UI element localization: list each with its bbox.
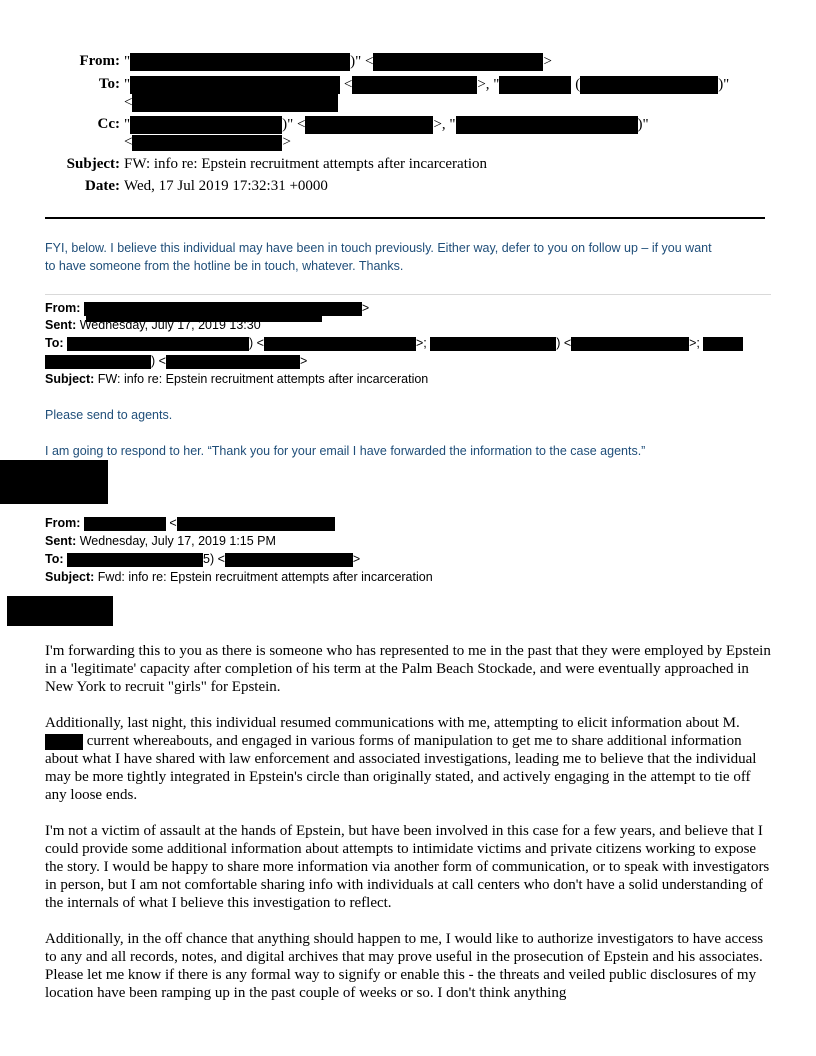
redaction <box>373 53 543 71</box>
fwd1-subject <box>45 372 428 386</box>
redaction <box>703 337 743 351</box>
fwd1-from: From: > <box>45 301 370 315</box>
redaction <box>7 596 113 626</box>
header-subject-label: Subject: <box>66 156 120 172</box>
header-to-label: To: <box>98 76 120 92</box>
redaction <box>130 53 350 71</box>
body-paragraph-4: Additionally, in the off chance that anything should happen to me, I would like to authorize investigators to have access to any and all records, notes, and digital archives that may prove useful in the prosecution of Epstein and his associates. Please let me know if there is any formal way to signify or enable this - the threats and veiled public disclosures of my location have been ramping up in the past couple of weeks or so. I don't think anything <box>45 931 764 1001</box>
fwd2-sent <box>45 534 276 548</box>
fwd2-subject-label: Subject: <box>45 570 95 584</box>
fwd2-to: To: 5) < > <box>45 552 361 566</box>
redaction <box>456 116 638 134</box>
redaction <box>225 553 353 567</box>
body-paragraph-3: I'm not a victim of assault at the hands of Epstein, but have been involved in this case for a few years, and believe that I could provide some additional information about attempts to intimidate victims and private citizens working to expose the story. I would be happy to share more information via another form of communication, or to speak with investigators in person, but I am not comfortable sharing info with individuals at call centers who don't have a solid understanding of the internals of what I believe this investigation to reflect. <box>45 823 770 911</box>
redaction <box>580 76 718 94</box>
redaction <box>130 76 340 94</box>
fwd1-sent-value: Wednesday, July 17, 2019 13:30 <box>79 318 261 332</box>
header-cc-value-2: < > <box>124 134 291 150</box>
redaction <box>45 355 151 369</box>
redaction <box>67 337 249 351</box>
section-divider <box>45 294 771 295</box>
header-subject: FW: info re: Epstein recruitment attempts after incarceration <box>124 156 488 172</box>
redaction <box>305 116 433 134</box>
fwd1-to-label: To: <box>45 336 64 350</box>
redaction <box>84 517 166 531</box>
redaction <box>352 76 477 94</box>
fwd1-subject-value: FW: info re: Epstein recruitment attempts after incarceration <box>97 372 429 386</box>
redaction <box>430 337 556 351</box>
note-line: I am going to respond to her. “Thank you for your email I have forwarded the information to the case agents.” <box>45 444 646 458</box>
body-paragraph-1: I'm forwarding this to you as there is someone who has represented to me in the past that they were employed by Epstein in a 'legitimate' capacity after completion of his term at the Palm Beach Stockade, and were eventually approached in New York to recruit "girls" for Epstein. <box>45 643 771 695</box>
header-to-value: " < >, " ( )" <box>124 76 730 93</box>
fwd1-sent <box>45 318 261 332</box>
note-line: FYI, below. I believe this individual may have been in touch previously. Either way, defer to you on follow up – if you want <box>45 241 712 255</box>
redaction <box>320 302 362 316</box>
fwd2-subject-value: Fwd: info re: Epstein recruitment attempts after incarceration <box>97 570 433 584</box>
redaction <box>130 116 282 134</box>
header-date-label: Date: <box>85 178 120 194</box>
body-paragraph-2-start: Additionally, last night, this individual resumed communications with me, attempting to elicit information about M. <box>45 715 740 731</box>
fwd1-subject-label: Subject: <box>45 372 95 386</box>
fwd1-to: To: ) < >; ) < >; <box>45 336 743 351</box>
redaction <box>132 94 338 112</box>
header-to-value-2: < <box>124 94 338 112</box>
redaction <box>132 135 282 151</box>
fwd2-from: From: < <box>45 516 335 531</box>
redaction <box>571 337 689 351</box>
header-from-value: " )" < > <box>124 53 552 70</box>
note-line: Please send to agents. <box>45 408 173 422</box>
redaction <box>177 517 335 531</box>
header-cc-label: Cc: <box>97 116 120 132</box>
header-cc-value: " )" < >, " )" <box>124 116 649 133</box>
header-divider <box>45 217 765 219</box>
note-line: to have someone from the hotline be in touch, whatever. Thanks. <box>45 259 404 273</box>
body-paragraph-2 <box>45 714 771 804</box>
fwd1-from-label: From: <box>45 301 81 315</box>
redaction <box>264 337 416 351</box>
fwd2-sent-value: Wednesday, July 17, 2019 1:15 PM <box>79 534 276 548</box>
fwd1-sent-label: Sent: <box>45 318 77 332</box>
redaction <box>166 355 300 369</box>
redaction <box>0 460 108 504</box>
fwd1-to-2: ) < > <box>45 354 307 369</box>
redaction <box>67 553 203 567</box>
header-date: Wed, 17 Jul 2019 17:32:31 +0000 <box>124 178 328 194</box>
fwd2-from-label: From: <box>45 516 81 530</box>
redaction <box>45 734 83 750</box>
fwd2-subject <box>45 570 433 584</box>
fwd2-sent-label: Sent: <box>45 534 77 548</box>
body-paragraph-2-end: current whereabouts, and engaged in various forms of manipulation to get me to share additional information about what I have shared with law enforcement and associated investigations, leading me to believe that the individual may be more tightly integrated in Epstein's circle than originally stated, and actively engaging in the attempt to tie off any loose ends. <box>45 733 757 803</box>
redaction <box>499 76 571 94</box>
header-from-label: From: <box>79 53 120 69</box>
fwd2-to-label: To: <box>45 552 64 566</box>
